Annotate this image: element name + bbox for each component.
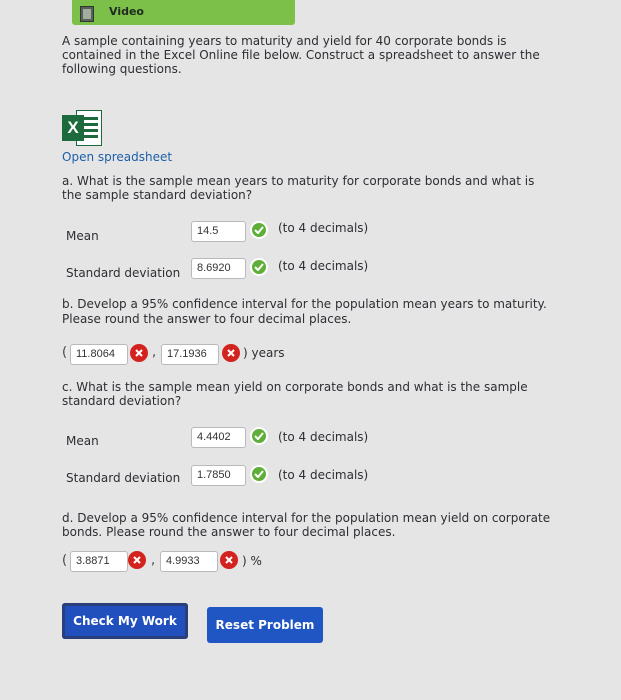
open-spreadsheet-link[interactable]: Open spreadsheet <box>62 150 173 164</box>
part-d-question-line-2: bonds. Please round the answer to four decimal places. <box>62 525 396 539</box>
part-c-sd-label: Standard deviation <box>66 471 181 485</box>
incorrect-x-icon <box>130 344 148 362</box>
correct-check-icon <box>250 258 268 276</box>
correct-check-icon <box>250 221 268 239</box>
incorrect-x-icon <box>220 551 238 569</box>
excel-icon[interactable] <box>62 110 104 146</box>
reset-problem-button[interactable]: Reset Problem <box>207 607 323 643</box>
part-d-open-paren: ( <box>62 553 68 568</box>
part-a-question-line-1: a. What is the sample mean years to maturity for corporate bonds and what is <box>62 174 535 188</box>
part-c-question-line-1: c. What is the sample mean yield on corporate bonds and what is the sample <box>62 380 528 394</box>
video-button[interactable] <box>72 0 295 25</box>
part-c-mean-input[interactable]: 4.4402 <box>191 427 246 448</box>
part-d-question-line-1: d. Develop a 95% confidence interval for the population mean yield on corporate <box>62 511 551 525</box>
correct-check-icon <box>250 427 268 445</box>
part-d-comma: , <box>151 553 156 568</box>
check-my-work-button[interactable]: Check My Work <box>62 603 188 639</box>
video-label: Video <box>109 5 144 18</box>
part-d-upper-input[interactable]: 4.9933 <box>160 551 218 572</box>
part-b-question-line-2: Please round the answer to four decimal places. <box>62 312 352 326</box>
incorrect-x-icon <box>128 551 146 569</box>
part-a-sd-label: Standard deviation <box>66 266 181 280</box>
part-a-sd-input[interactable]: 8.6920 <box>191 258 246 279</box>
part-b-comma: , <box>152 345 157 360</box>
part-b-open-paren: ( <box>62 345 68 360</box>
incorrect-x-icon <box>222 344 240 362</box>
part-c-sd-input[interactable]: 1.7850 <box>191 465 246 486</box>
part-b-suffix: ) years <box>243 346 285 360</box>
part-b-upper-input[interactable]: 17.1936 <box>161 344 219 365</box>
excel-x-icon: X <box>62 115 84 141</box>
part-a-sd-hint: (to 4 decimals) <box>278 259 369 273</box>
part-c-question-line-2: standard deviation? <box>62 394 182 408</box>
intro-line-2: contained in the Excel Online file below. Construct a spreadsheet to answer the <box>62 48 540 62</box>
correct-check-icon <box>250 465 268 483</box>
part-d-lower-input[interactable]: 3.8871 <box>70 551 128 572</box>
part-a-question-line-2: the sample standard deviation? <box>62 188 253 202</box>
part-b-lower-input[interactable]: 11.8064 <box>70 344 128 365</box>
part-c-mean-label: Mean <box>66 434 99 448</box>
video-icon <box>80 6 94 22</box>
part-a-mean-label: Mean <box>66 229 99 243</box>
intro-line-1: A sample containing years to maturity and yield for 40 corporate bonds is <box>62 34 507 48</box>
part-a-mean-input[interactable]: 14.5 <box>191 221 246 242</box>
intro-line-3: following questions. <box>62 62 182 76</box>
part-c-sd-hint: (to 4 decimals) <box>278 468 369 482</box>
part-b-question-line-1: b. Develop a 95% confidence interval for the population mean years to maturity. <box>62 297 547 311</box>
part-d-suffix: ) % <box>242 554 262 568</box>
part-c-mean-hint: (to 4 decimals) <box>278 430 369 444</box>
part-a-mean-hint: (to 4 decimals) <box>278 221 369 235</box>
